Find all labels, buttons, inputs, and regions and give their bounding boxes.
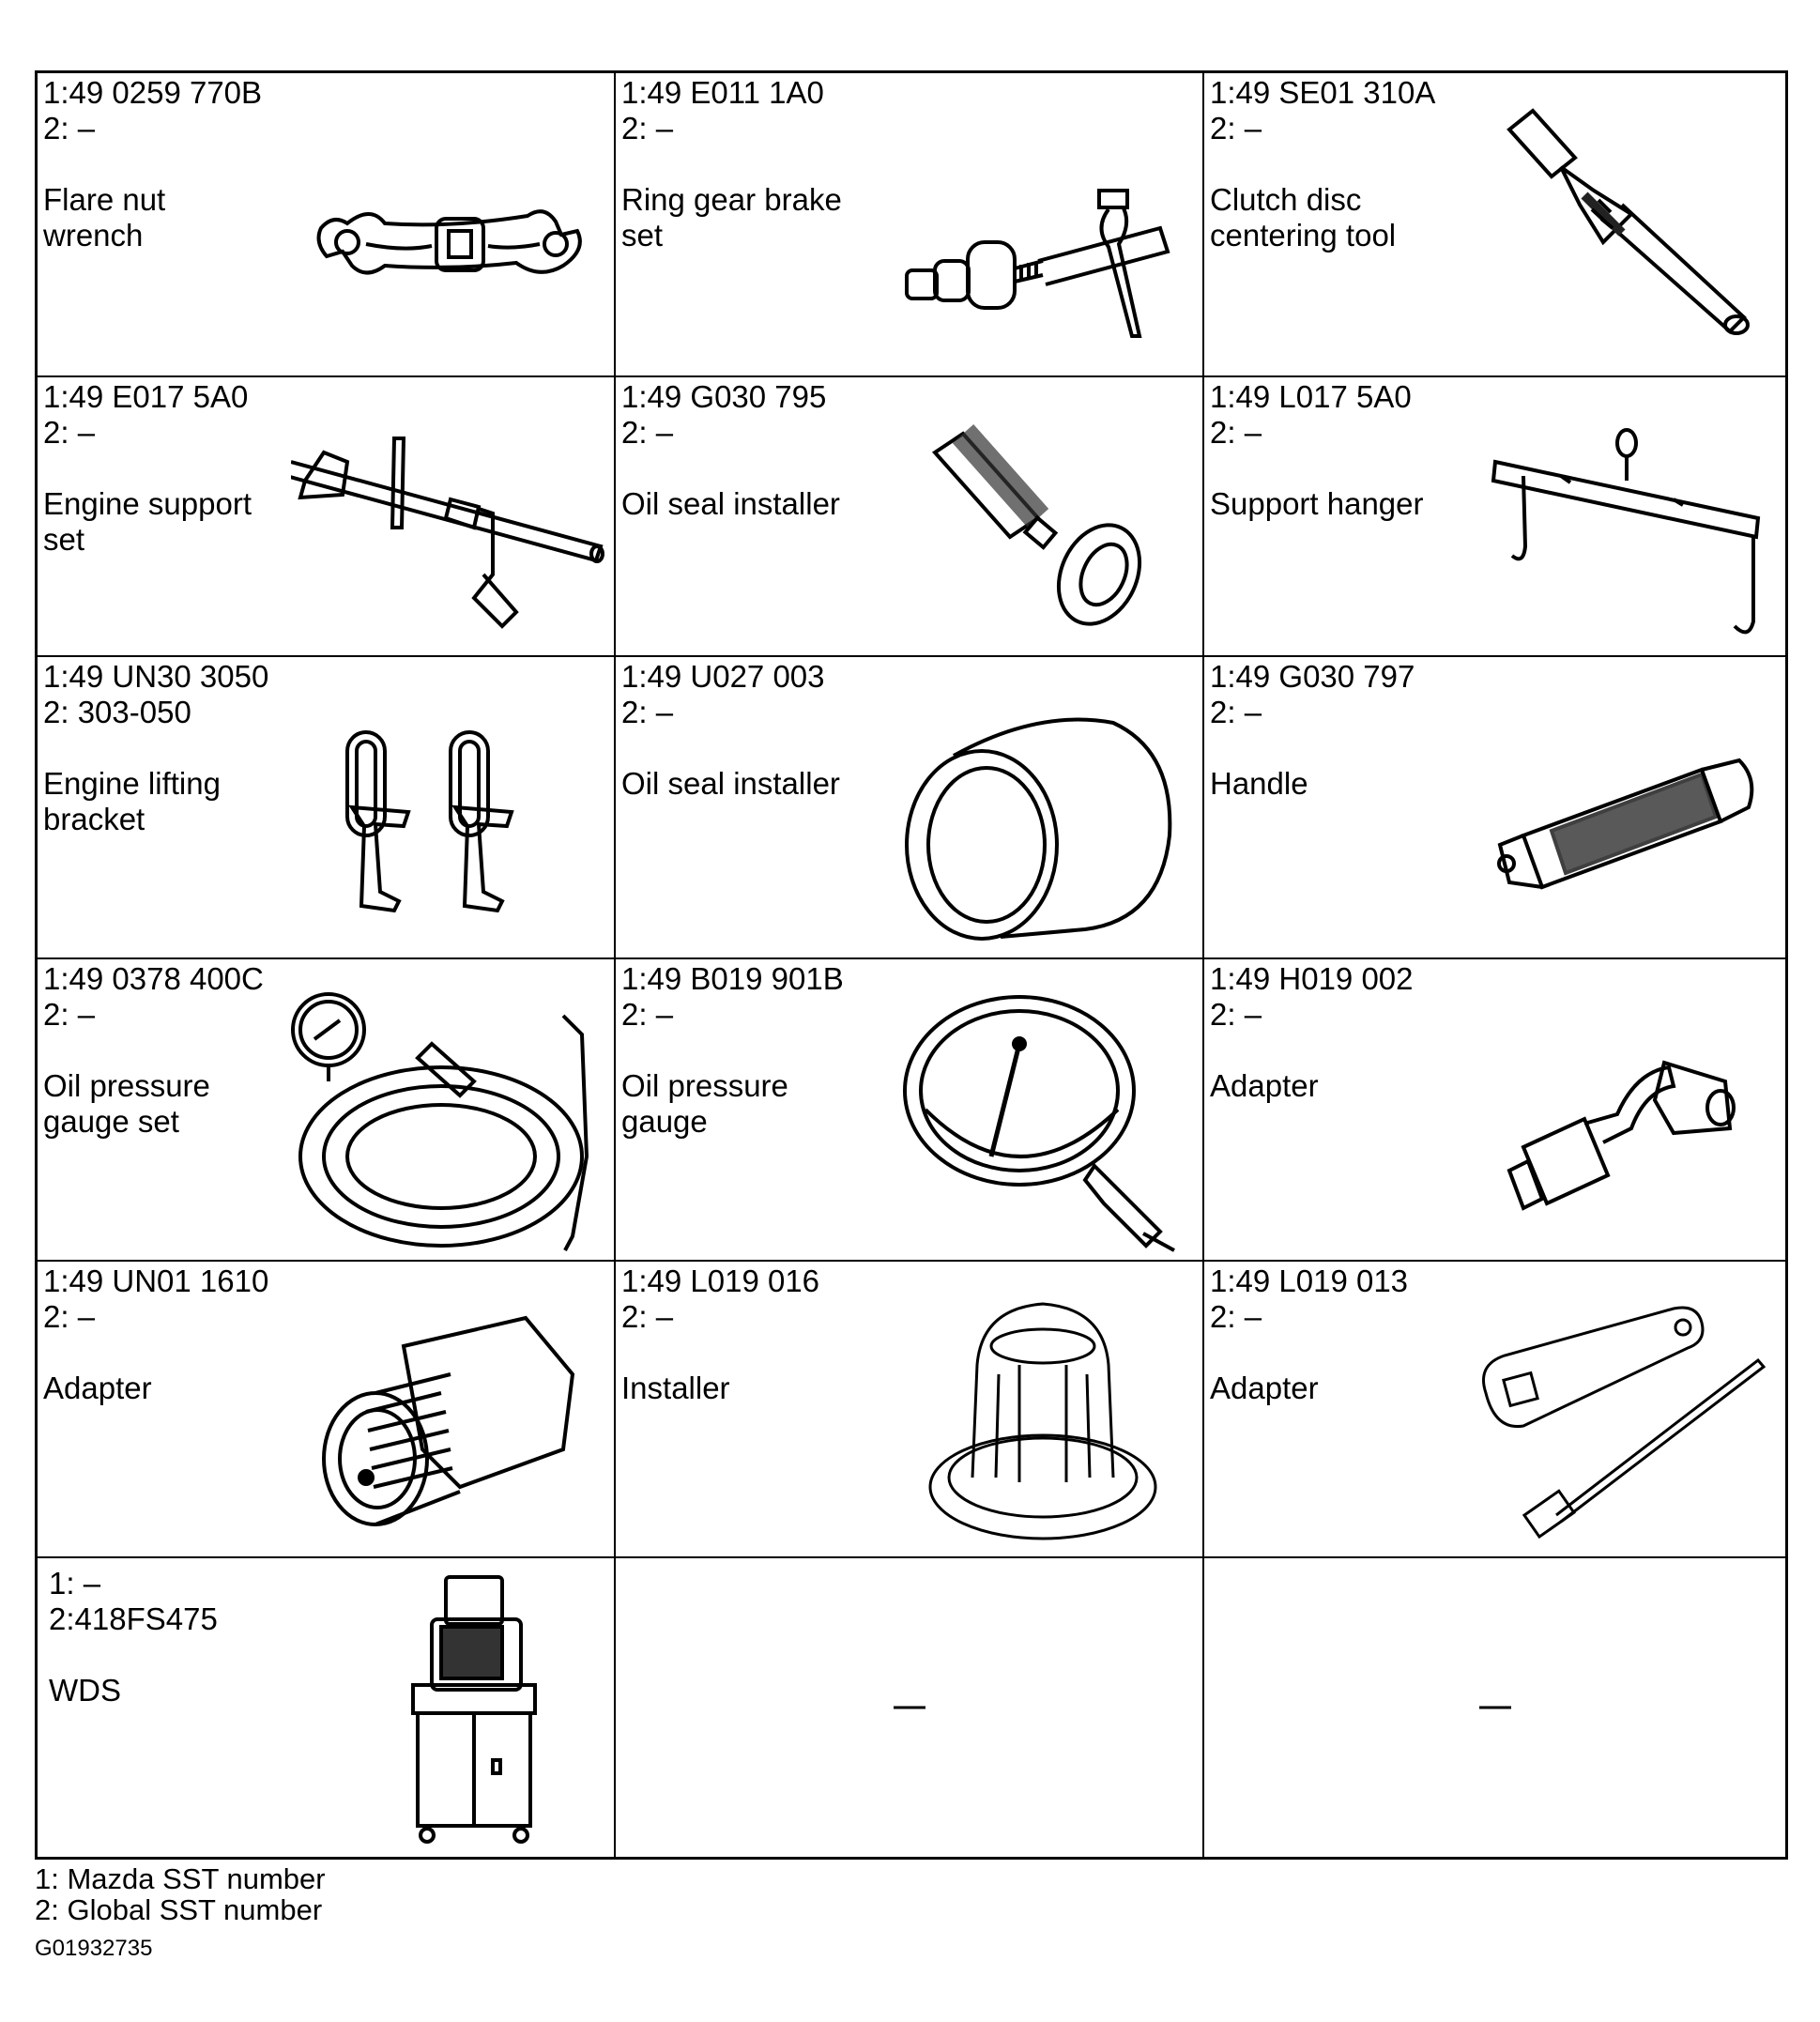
mazda-sst-number: 1:49 G030 795	[621, 379, 827, 414]
mazda-sst-number: 1:49 U027 003	[621, 659, 825, 694]
tool-text	[43, 1264, 287, 1406]
tool-cell	[616, 657, 1204, 959]
tool-name: Adapter	[1210, 1371, 1319, 1405]
global-sst-number: 2: –	[1210, 997, 1262, 1032]
empty-dash	[1479, 1707, 1511, 1709]
mazda-sst-number: 1:49 G030 797	[1210, 659, 1415, 694]
support-hanger-icon	[1486, 424, 1777, 650]
empty-cell	[1204, 1558, 1785, 1857]
engine-lifting-bracket-icon	[329, 723, 573, 948]
global-sst-number: 2: –	[43, 1299, 96, 1334]
tool-name: Oil pressure gauge	[621, 1068, 788, 1139]
tool-text	[621, 1264, 865, 1406]
tool-name: Adapter	[43, 1371, 152, 1405]
tool-cell	[616, 73, 1204, 377]
flare-nut-wrench-icon	[310, 176, 601, 327]
global-sst-number: 2: –	[621, 1299, 674, 1334]
global-sst-number: 2: –	[621, 695, 674, 729]
adapter-wrench-rod-icon	[1467, 1290, 1777, 1553]
global-sst-number: 2: –	[43, 997, 96, 1032]
tool-name: Oil seal installer	[621, 766, 840, 801]
mazda-sst-number: 1:49 0378 400C	[43, 961, 264, 996]
wds-station-icon	[404, 1572, 554, 1845]
tool-cell	[38, 959, 616, 1262]
global-sst-number: 2: 303-050	[43, 695, 191, 729]
tool-text	[621, 379, 865, 522]
tool-text	[43, 961, 287, 1140]
global-sst-number: 2: –	[621, 997, 674, 1032]
tool-text	[621, 75, 865, 253]
global-sst-number: 2:418FS475	[49, 1601, 218, 1636]
tool-name: Flare nut wrench	[43, 182, 166, 253]
tool-cell	[1204, 377, 1785, 657]
tool-text	[1210, 659, 1454, 802]
tool-text	[1210, 961, 1454, 1104]
oil-seal-installer-icon	[916, 420, 1160, 645]
handle-icon	[1486, 742, 1758, 901]
tool-text	[43, 379, 287, 558]
global-sst-number: 2: –	[1210, 1299, 1262, 1334]
tool-name: Oil pressure gauge set	[43, 1068, 210, 1139]
tool-cell	[38, 1558, 616, 1857]
mazda-sst-number: 1:49 H019 002	[1210, 961, 1414, 996]
tool-text	[621, 659, 865, 802]
figure-id: G01932735	[35, 1936, 153, 1961]
legend-global: 2: Global SST number	[35, 1893, 323, 1926]
tool-name: Engine lifting bracket	[43, 766, 221, 836]
tool-name: Support hanger	[1210, 486, 1424, 521]
mazda-sst-number: 1:49 L017 5A0	[1210, 379, 1412, 414]
tool-cell	[1204, 959, 1785, 1262]
mazda-sst-number: 1: –	[49, 1566, 101, 1601]
sst-table	[35, 70, 1788, 1860]
tool-name: Engine support set	[43, 486, 252, 557]
mazda-sst-number: 1:49 B019 901B	[621, 961, 844, 996]
tool-name: WDS	[49, 1673, 121, 1708]
engine-support-set-icon	[291, 424, 610, 650]
global-sst-number: 2: –	[43, 415, 96, 450]
tool-text	[1210, 75, 1454, 253]
ring-gear-brake-set-icon	[897, 139, 1188, 364]
tool-cell	[38, 1262, 616, 1558]
mazda-sst-number: 1:49 UN30 3050	[43, 659, 269, 694]
tool-text	[621, 961, 865, 1140]
tool-name: Ring gear brake set	[621, 182, 842, 253]
global-sst-number: 2: –	[43, 111, 96, 146]
global-sst-number: 2: –	[1210, 695, 1262, 729]
legend-mazda: 1: Mazda SST number	[35, 1862, 326, 1895]
empty-cell	[616, 1558, 1204, 1857]
oil-pressure-gauge-icon	[897, 988, 1198, 1260]
tool-name: Adapter	[1210, 1068, 1319, 1103]
tool-cell	[616, 377, 1204, 657]
global-sst-number: 2: –	[1210, 111, 1262, 146]
tool-name: Clutch disc centering tool	[1210, 182, 1397, 253]
tool-text	[1210, 1264, 1454, 1406]
tool-name: Oil seal installer	[621, 486, 840, 521]
global-sst-number: 2: –	[621, 415, 674, 450]
clutch-disc-centering-tool-icon	[1491, 101, 1772, 364]
tool-text	[43, 659, 287, 837]
mazda-sst-number: 1:49 L019 016	[621, 1264, 820, 1298]
global-sst-number: 2: –	[1210, 415, 1262, 450]
installer-icon	[925, 1290, 1170, 1553]
mazda-sst-number: 1:49 0259 770B	[43, 75, 263, 110]
tool-text	[1210, 379, 1454, 522]
legend	[35, 1863, 326, 1925]
mazda-sst-number: 1:49 L019 013	[1210, 1264, 1409, 1298]
mazda-sst-number: 1:49 SE01 310A	[1210, 75, 1436, 110]
tool-cell	[1204, 1262, 1785, 1558]
adapter-elbow-icon	[1505, 1044, 1749, 1222]
empty-dash	[894, 1707, 925, 1709]
global-sst-number: 2: –	[621, 111, 674, 146]
mazda-sst-number: 1:49 UN01 1610	[43, 1264, 269, 1298]
mazda-sst-number: 1:49 E017 5A0	[43, 379, 249, 414]
tool-cell	[616, 1262, 1204, 1558]
tool-cell	[1204, 73, 1785, 377]
tool-text	[49, 1566, 293, 1708]
tool-name: Handle	[1210, 766, 1308, 801]
tool-cell	[38, 377, 616, 657]
tool-text	[43, 75, 287, 253]
oil-pressure-gauge-set-icon	[282, 978, 610, 1260]
tool-name: Installer	[621, 1371, 730, 1405]
tool-cell	[38, 657, 616, 959]
adapter-fitting-icon	[310, 1309, 601, 1543]
tool-cell	[38, 73, 616, 377]
tool-cell	[1204, 657, 1785, 959]
oil-seal-installer-cylinder-icon	[897, 704, 1179, 948]
mazda-sst-number: 1:49 E011 1A0	[621, 75, 824, 110]
tool-cell	[616, 959, 1204, 1262]
